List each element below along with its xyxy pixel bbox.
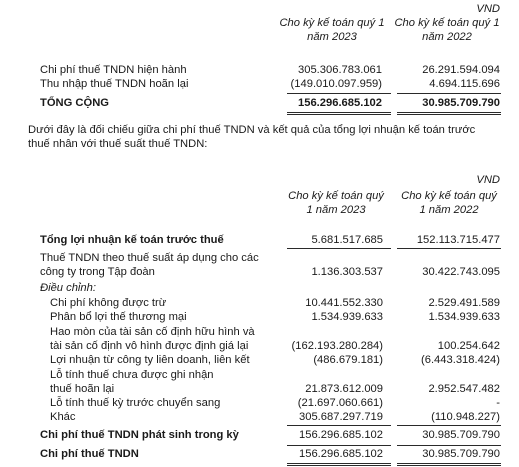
t1-col1-header-line1: Cho kỳ kế toán quý 1: [279, 17, 385, 29]
t2-col2-subtotal-line: [397, 425, 501, 426]
t2-profit-v1: 5.681.517.685: [311, 234, 383, 246]
t2-associates-v2: (6.443.318.424): [421, 354, 500, 366]
t2-col1-subtotal-line: [287, 425, 391, 426]
reconciliation-paragraph-line1: Dưới đây là đối chiếu giữa chi phí thuế TNDN và kết quả của tổng lợi nhuận kế toán trước: [28, 124, 476, 136]
t1-total-v1: 156.296.685.102: [298, 97, 382, 109]
t1-current-tax-label: Chi phí thuế TNDN hiện hành: [40, 64, 187, 76]
t2-col1-final-line-a: [287, 463, 391, 464]
t2-col2-incurred-line: [397, 445, 501, 446]
t1-current-tax-v1: 305.306.783.061: [298, 64, 382, 76]
t2-profit-v2: 152.113.715.477: [416, 234, 500, 246]
t1-col2-total-line-b: [397, 114, 501, 115]
t2-other-label: Khác: [50, 411, 76, 423]
t2-carried-losses-v1: (21.697.060.661): [297, 397, 383, 409]
t2-depreciation-label-line1: Hao mòn của tài sản cố định hữu hình và: [50, 326, 255, 338]
t2-depreciation-label-line2: tài sản cố định vô hình được định giá lại: [50, 340, 249, 352]
t2-unrecognized-v1: 21.873.612.009: [305, 383, 383, 395]
t1-col2-header-line2: năm 2022: [422, 31, 472, 43]
t1-total-v2: 30.985.709.790: [422, 97, 500, 109]
reconciliation-paragraph-line2: thuế nhân với thuế suất thuế TNDN:: [28, 138, 208, 150]
currency-label: VND: [476, 3, 500, 15]
t2-col1-header-line2: 1 năm 2023: [306, 204, 366, 216]
t2-final-v1: 156.296.685.102: [299, 448, 383, 460]
t2-col1-incurred-line: [287, 445, 391, 446]
t2-goodwill-v1: 1.534.939.633: [311, 311, 383, 323]
t2-carried-losses-label: Lỗ tính thuế kỳ trước chuyển sang: [50, 397, 221, 409]
t2-incurred-label: Chi phí thuế TNDN phát sinh trong kỳ: [40, 429, 239, 441]
t1-col1-total-line-b: [287, 114, 391, 115]
t2-unrecognized-label-line1: Lỗ tính thuế chưa được ghi nhận: [50, 369, 214, 381]
t2-col2-final-line-a: [397, 463, 501, 464]
t1-col1-header-line2: năm 2023: [307, 31, 357, 43]
t2-depreciation-v1: (162.193.280.284): [291, 340, 383, 352]
t1-col2-header-line1: Cho kỳ kế toán quý 1: [394, 17, 500, 29]
t1-deferred-tax-v2: 4.694.115.696: [429, 78, 500, 90]
t1-deferred-tax-label: Thu nhập thuế TNDN hoãn lại: [40, 78, 189, 90]
t2-associates-v1: (486.679.181): [313, 354, 383, 366]
t2-currency-label: VND: [476, 174, 500, 186]
t2-profit-label: Tổng lợi nhuận kế toán trước thuế: [40, 234, 224, 246]
t2-other-v1: 305.687.297.719: [299, 411, 383, 423]
t2-tax-rate-v2: 30.422.743.095: [422, 266, 500, 278]
t2-incurred-v1: 156.296.685.102: [299, 429, 383, 441]
t2-unrecognized-v2: 2.952.547.482: [428, 383, 500, 395]
t2-tax-rate-label-line2: công ty trong Tập đoàn: [40, 266, 155, 278]
t2-other-v2: (110.948.227): [431, 411, 500, 423]
t2-col2-header-line2: 1 năm 2022: [419, 204, 479, 216]
t2-associates-label: Lợi nhuận từ công ty liên doanh, liên kết: [50, 354, 250, 366]
t1-col2-total-line-a: [397, 112, 501, 113]
t2-tax-rate-label-line1: Thuế TNDN theo thuế suất áp dụng cho các: [40, 252, 259, 264]
t2-nondeductible-v2: 2.529.491.589: [428, 297, 500, 309]
t2-final-v2: 30.985.709.790: [422, 448, 500, 460]
t2-col2-final-line-b: [397, 465, 501, 466]
t2-depreciation-v2: 100.254.642: [437, 340, 500, 352]
t2-nondeductible-label: Chi phí không được trừ: [50, 297, 167, 309]
t2-col1-header-line1: Cho kỳ kế toán quý: [288, 190, 384, 202]
t1-col1-sum-line: [287, 93, 391, 94]
t2-tax-rate-v1: 1.136.303.537: [311, 266, 383, 278]
t2-unrecognized-label-line2: thuế hoãn lại: [50, 383, 115, 395]
t2-col2-profit-line: [397, 248, 501, 249]
t2-col1-profit-line: [287, 248, 391, 249]
t2-incurred-v2: 30.985.709.790: [422, 429, 500, 441]
t2-nondeductible-v1: 10.441.552.330: [305, 297, 383, 309]
t2-final-label: Chi phí thuế TNDN: [40, 448, 139, 460]
t2-col1-final-line-b: [287, 465, 391, 466]
t1-current-tax-v2: 26.291.594.094: [422, 64, 500, 76]
t1-deferred-tax-v1: (149.010.097.959): [290, 78, 382, 90]
t1-col1-total-line-a: [287, 112, 391, 113]
t2-goodwill-v2: 1.534.939.633: [428, 311, 500, 323]
t2-carried-losses-v2: -: [496, 397, 500, 409]
t2-goodwill-label: Phân bổ lợi thế thương mại: [50, 311, 187, 323]
t1-total-label: TỔNG CỘNG: [40, 97, 109, 109]
t1-col2-sum-line: [397, 93, 501, 94]
t2-adjustments-heading: Điều chỉnh:: [40, 282, 96, 294]
t2-col2-header-line1: Cho kỳ kế toán quý: [401, 190, 497, 202]
